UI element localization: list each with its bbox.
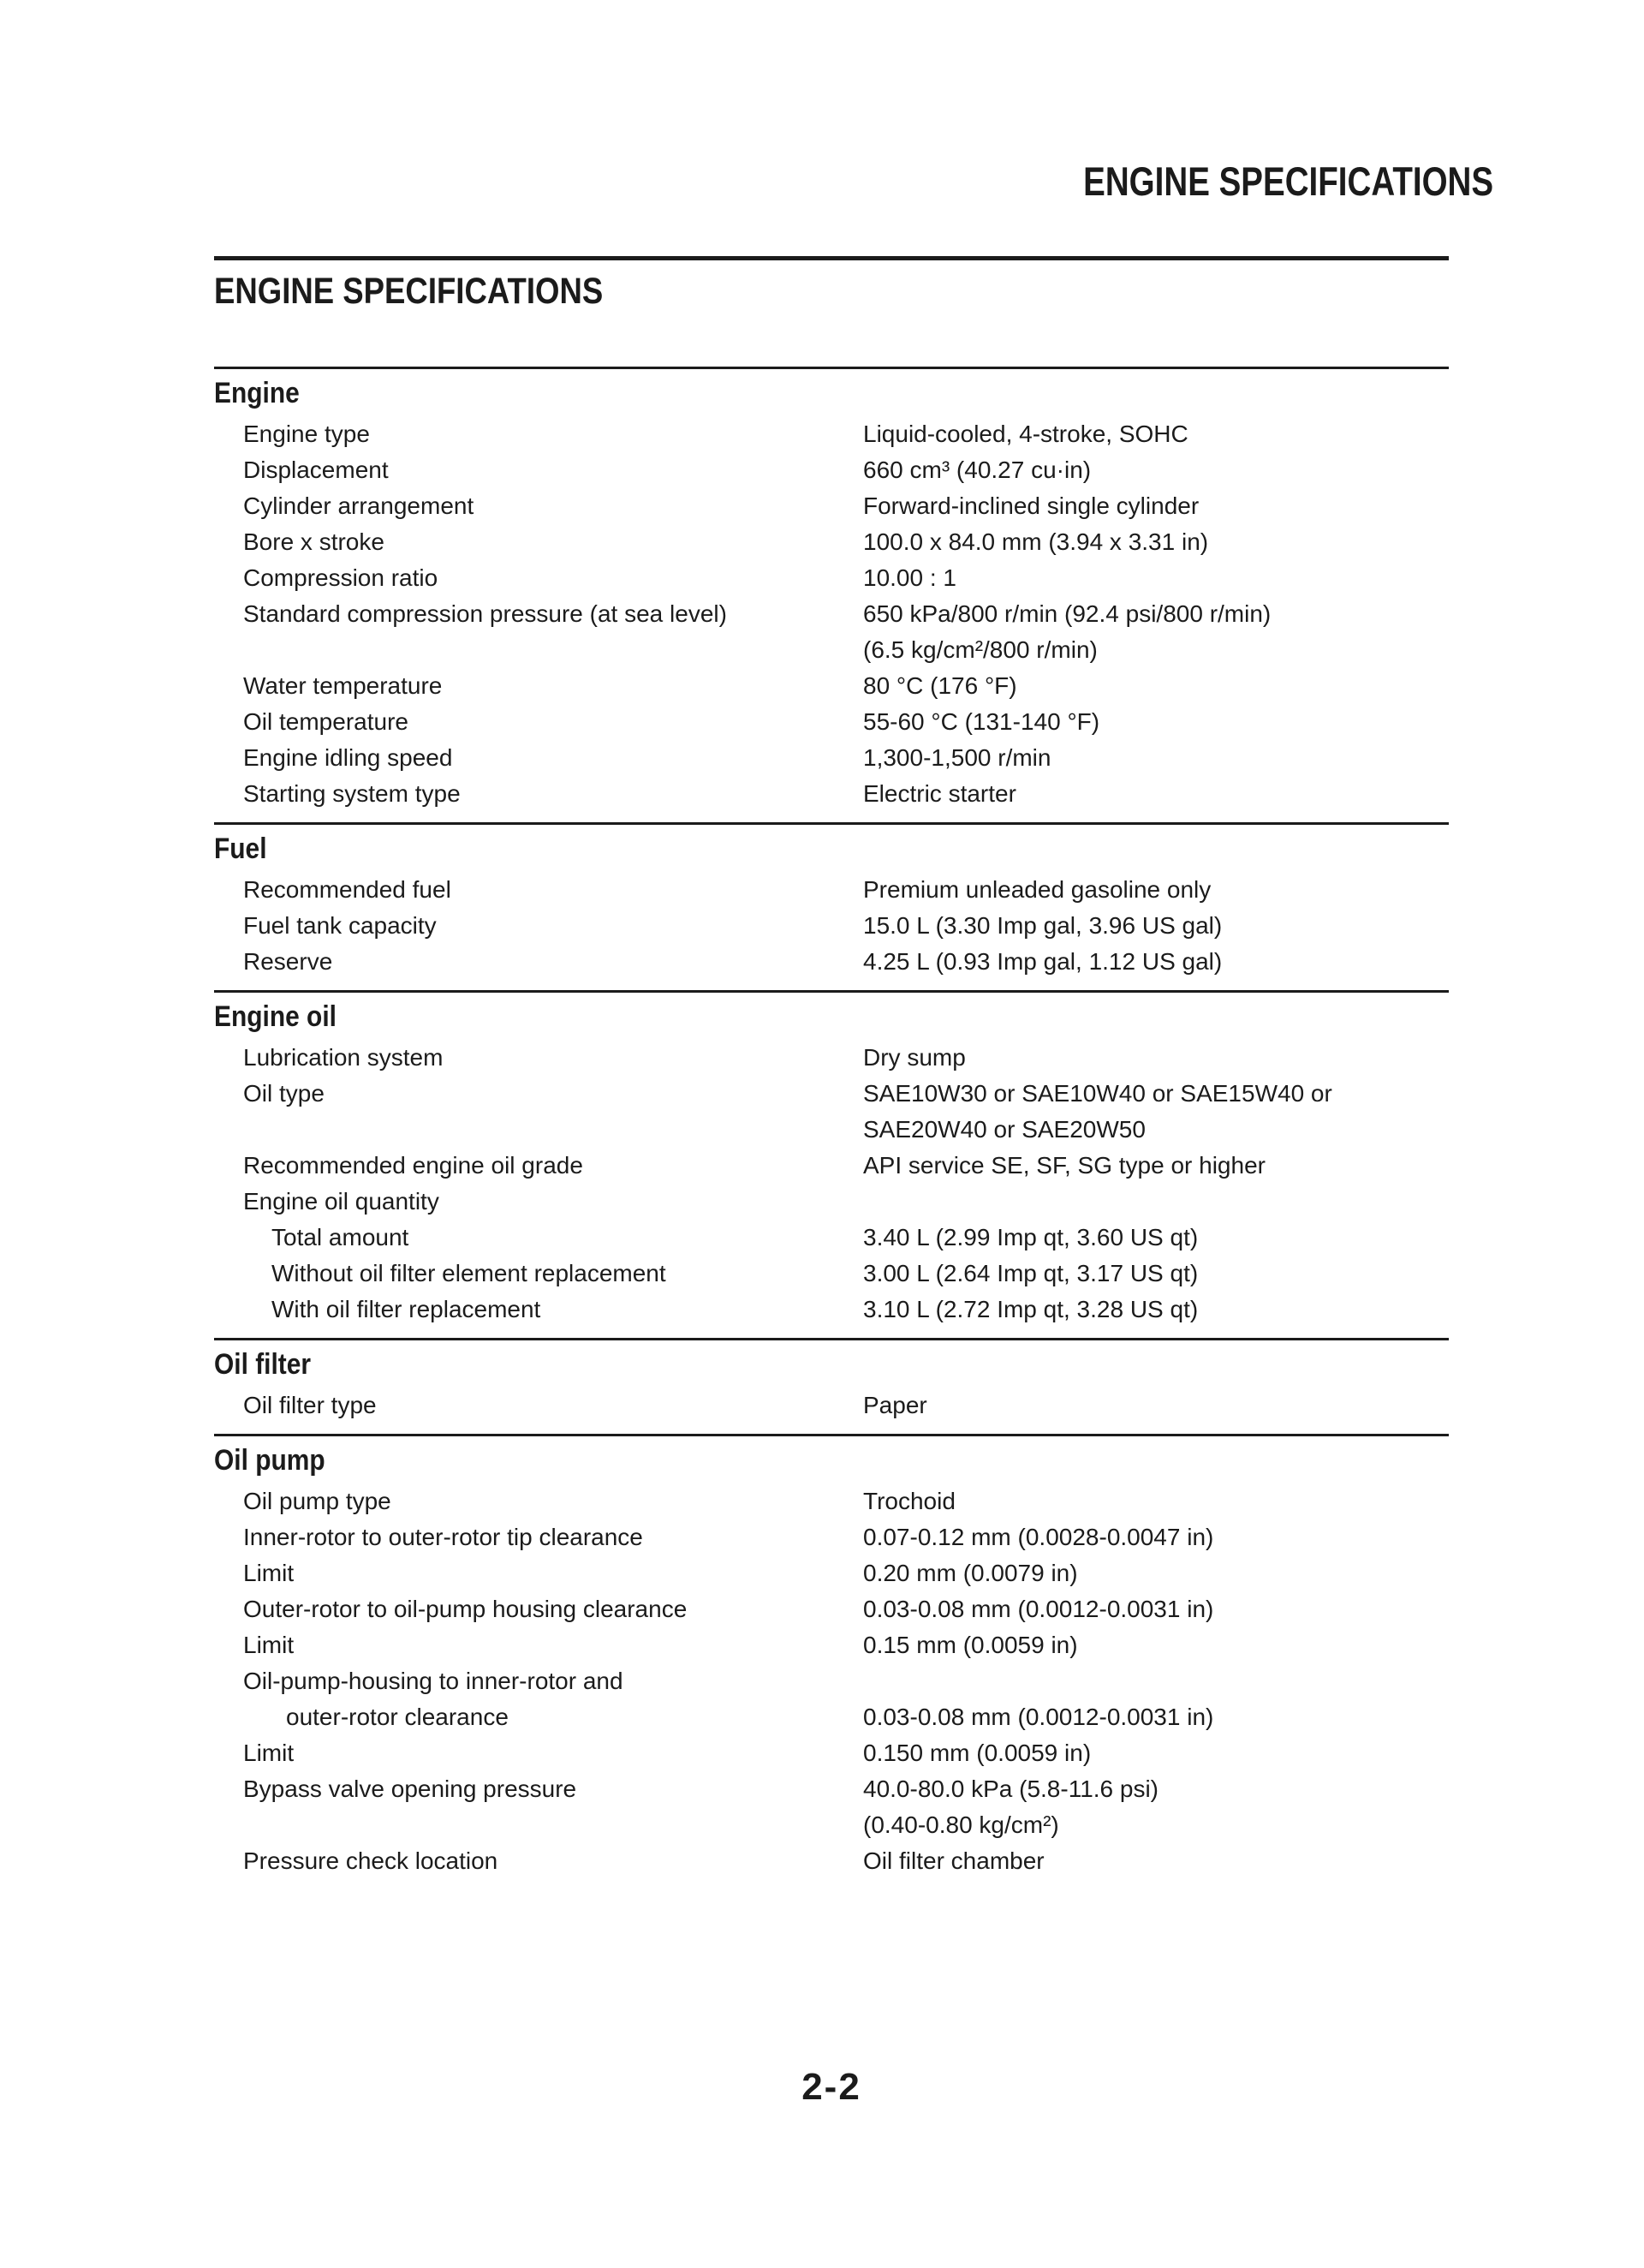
spec-value: Dry sump <box>863 1044 966 1071</box>
spec-label <box>214 1807 863 1843</box>
spec-row <box>214 1076 1449 1112</box>
spec-value: Oil filter chamber <box>863 1847 1045 1874</box>
spec-value: 40.0-80.0 kPa (5.8-11.6 psi) <box>863 1776 1159 1802</box>
spec-value: 0.03-0.08 mm (0.0012-0.0031 in) <box>863 1596 1214 1622</box>
spec-label: Inner-rotor to outer-rotor tip clearance <box>243 1524 643 1550</box>
section-heading: Engine <box>214 377 300 409</box>
spec-label: Recommended engine oil grade <box>243 1152 583 1179</box>
spec-value: 10.00 : 1 <box>863 564 956 591</box>
spec-section <box>214 1338 1449 1434</box>
spec-value: (0.40-0.80 kg/cm²) <box>863 1811 1059 1838</box>
spec-value: API service SE, SF, SG type or higher <box>863 1152 1266 1179</box>
spec-value: SAE20W40 or SAE20W50 <box>863 1116 1146 1143</box>
page-number: 2-2 <box>801 2066 861 2108</box>
spec-row <box>214 1735 1449 1771</box>
spec-label: Fuel tank capacity <box>243 912 437 939</box>
spec-row <box>214 668 1449 704</box>
spec-label: Oil-pump-housing to inner-rotor and <box>243 1668 623 1694</box>
spec-value: (6.5 kg/cm²/800 r/min) <box>863 636 1098 663</box>
spec-value: Premium unleaded gasoline only <box>863 876 1212 903</box>
spec-value: Liquid-cooled, 4-stroke, SOHC <box>863 421 1188 447</box>
spec-value: Paper <box>863 1392 927 1418</box>
spec-label: Bypass valve opening pressure <box>243 1776 577 1802</box>
spec-label: Oil filter type <box>243 1392 377 1418</box>
spec-label: Cylinder arrangement <box>243 492 474 519</box>
spec-row <box>214 1040 1449 1076</box>
spec-value <box>863 1184 1449 1220</box>
header-rule <box>214 256 1449 260</box>
spec-label: Oil temperature <box>243 708 408 735</box>
spec-label: Water temperature <box>243 672 443 699</box>
page-title: ENGINE SPECIFICATIONS <box>214 271 604 312</box>
spec-label: Standard compression pressure (at sea level) <box>243 600 727 627</box>
spec-row <box>214 1771 1449 1807</box>
spec-row <box>214 596 1449 632</box>
spec-row <box>214 740 1449 776</box>
spec-label: Limit <box>243 1560 295 1586</box>
spec-row <box>214 1699 1449 1735</box>
spec-row <box>214 1184 1449 1220</box>
spec-label <box>214 632 863 668</box>
spec-value: 3.00 L (2.64 Imp qt, 3.17 US qt) <box>863 1260 1199 1286</box>
spec-label: With oil filter replacement <box>271 1296 541 1322</box>
spec-row <box>214 452 1449 488</box>
spec-value: 4.25 L (0.93 Imp gal, 1.12 US gal) <box>863 948 1223 975</box>
spec-section <box>214 822 1449 990</box>
spec-label: Displacement <box>243 457 389 483</box>
spec-label: Total amount <box>271 1224 409 1250</box>
spec-row <box>214 776 1449 812</box>
spec-label: Starting system type <box>243 780 461 807</box>
spec-row <box>214 944 1449 980</box>
spec-value: Forward-inclined single cylinder <box>863 492 1200 519</box>
running-header-title: ENGINE SPECIFICATIONS <box>1083 158 1493 204</box>
spec-table <box>214 367 1449 1889</box>
spec-row <box>214 1292 1449 1328</box>
spec-row <box>214 1519 1449 1555</box>
section-heading: Oil pump <box>214 1444 325 1477</box>
spec-value: 0.20 mm (0.0079 in) <box>863 1560 1078 1586</box>
spec-value: 15.0 L (3.30 Imp gal, 3.96 US gal) <box>863 912 1223 939</box>
spec-value: 55-60 °C (131-140 °F) <box>863 708 1100 735</box>
spec-label: Compression ratio <box>243 564 438 591</box>
spec-row <box>214 908 1449 944</box>
spec-row <box>214 1220 1449 1256</box>
spec-label: Oil pump type <box>243 1488 391 1514</box>
spec-row <box>214 416 1449 452</box>
spec-label: Engine idling speed <box>243 744 453 771</box>
spec-row <box>214 1112 1449 1148</box>
spec-label: Without oil filter element replacement <box>271 1260 666 1286</box>
spec-row <box>214 1483 1449 1519</box>
spec-label: Reserve <box>243 948 333 975</box>
spec-row <box>214 1843 1449 1879</box>
spec-value <box>863 1663 1449 1699</box>
spec-row <box>214 1388 1449 1423</box>
spec-label: Lubrication system <box>243 1044 444 1071</box>
spec-row <box>214 1807 1449 1843</box>
spec-row <box>214 1663 1449 1699</box>
spec-label: Recommended fuel <box>243 876 451 903</box>
spec-value: 3.40 L (2.99 Imp qt, 3.60 US qt) <box>863 1224 1199 1250</box>
spec-value: 0.150 mm (0.0059 in) <box>863 1740 1092 1766</box>
section-heading: Fuel <box>214 833 267 865</box>
spec-label: outer-rotor clearance <box>286 1704 509 1730</box>
spec-value: 3.10 L (2.72 Imp qt, 3.28 US qt) <box>863 1296 1199 1322</box>
spec-row <box>214 632 1449 668</box>
spec-value: SAE10W30 or SAE10W40 or SAE15W40 or <box>863 1080 1332 1107</box>
spec-row <box>214 872 1449 908</box>
spec-value: 100.0 x 84.0 mm (3.94 x 3.31 in) <box>863 528 1209 555</box>
spec-value: 1,300-1,500 r/min <box>863 744 1051 771</box>
spec-label: Limit <box>243 1632 295 1658</box>
spec-label: Outer-rotor to oil-pump housing clearance <box>243 1596 688 1622</box>
spec-row <box>214 1627 1449 1663</box>
spec-row <box>214 1256 1449 1292</box>
section-heading: Engine oil <box>214 1000 337 1033</box>
spec-value: 0.03-0.08 mm (0.0012-0.0031 in) <box>863 1704 1214 1730</box>
spec-row <box>214 1148 1449 1184</box>
spec-value: Trochoid <box>863 1488 956 1514</box>
spec-row <box>214 488 1449 524</box>
spec-label <box>214 1112 863 1148</box>
spec-value: 650 kPa/800 r/min (92.4 psi/800 r/min) <box>863 600 1272 627</box>
spec-label: Bore x stroke <box>243 528 384 555</box>
spec-label: Engine oil quantity <box>243 1188 439 1215</box>
spec-row <box>214 524 1449 560</box>
spec-label: Engine type <box>243 421 370 447</box>
spec-value: Electric starter <box>863 780 1016 807</box>
spec-value: 0.07-0.12 mm (0.0028-0.0047 in) <box>863 1524 1214 1550</box>
spec-row <box>214 560 1449 596</box>
spec-section <box>214 367 1449 822</box>
spec-value: 0.15 mm (0.0059 in) <box>863 1632 1078 1658</box>
spec-row <box>214 1591 1449 1627</box>
spec-label: Pressure check location <box>243 1847 498 1874</box>
spec-label: Limit <box>243 1740 295 1766</box>
spec-row <box>214 704 1449 740</box>
spec-section <box>214 1434 1449 1889</box>
section-heading: Oil filter <box>214 1348 312 1381</box>
spec-label: Oil type <box>243 1080 325 1107</box>
spec-section <box>214 990 1449 1338</box>
spec-value: 80 °C (176 °F) <box>863 672 1017 699</box>
spec-value: 660 cm³ (40.27 cu·in) <box>863 457 1092 483</box>
spec-row <box>214 1555 1449 1591</box>
